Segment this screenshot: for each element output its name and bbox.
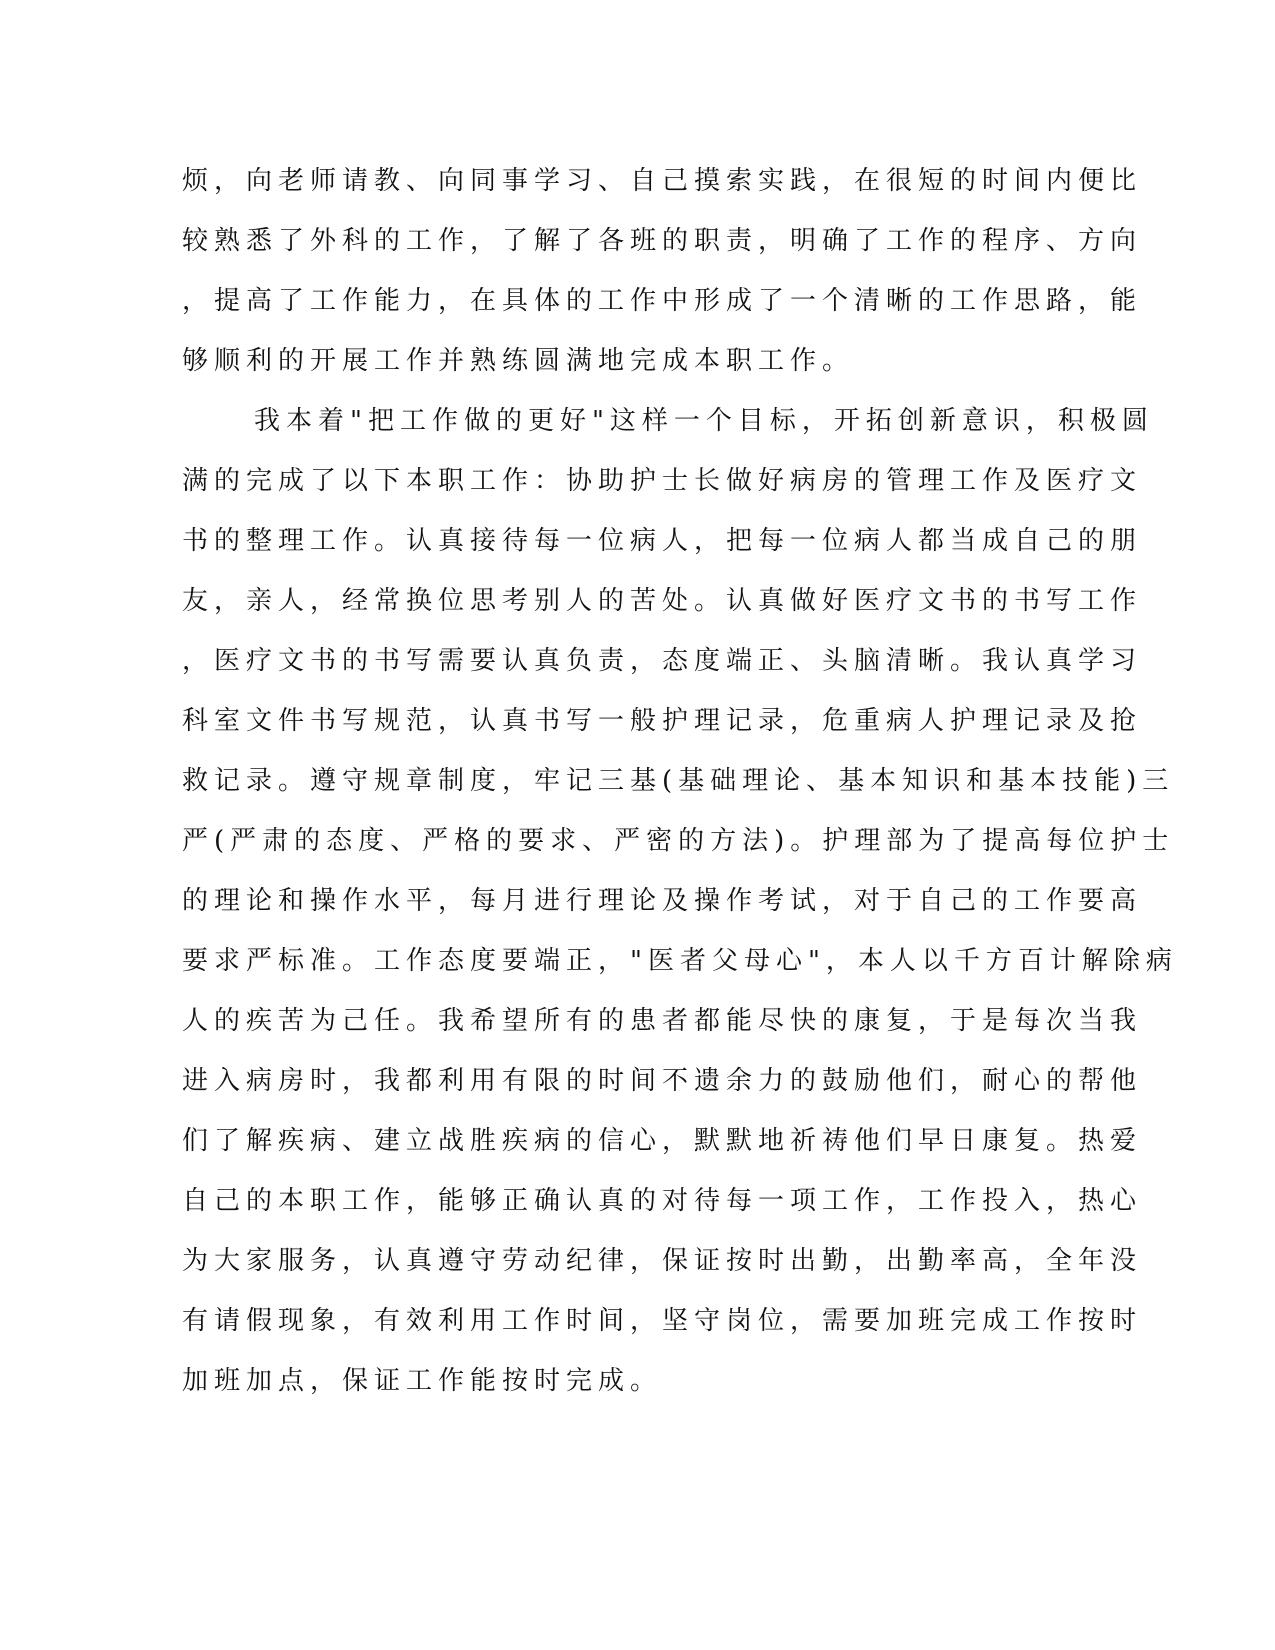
text-line: 有请假现象，有效利用工作时间，坚守岗位，需要加班完成工作按时 — [182, 1306, 1143, 1336]
text-line: 烦，向老师请教、向同事学习、自己摸索实践，在很短的时间内便比 — [182, 166, 1143, 196]
text-line: 严(严肃的态度、严格的要求、严密的方法)。护理部为了提高每位护士 — [182, 826, 1175, 856]
text-line: 科室文件书写规范，认真书写一般护理记录，危重病人护理记录及抢 — [182, 706, 1143, 736]
paragraph-2 — [182, 398, 1178, 1418]
text-line: 要求严标准。工作态度要端正，"医者父母心"，本人以千方百计解除病 — [182, 946, 1178, 976]
text-line: ，医疗文书的书写需要认真负责，态度端正、头脑清晰。我认真学习 — [182, 646, 1143, 676]
text-line: 为大家服务，认真遵守劳动纪律，保证按时出勤，出勤率高，全年没 — [182, 1246, 1143, 1276]
text-line: 自己的本职工作，能够正确认真的对待每一项工作，工作投入，热心 — [182, 1186, 1143, 1216]
text-line: 救记录。遵守规章制度，牢记三基(基础理论、基本知识和基本技能)三 — [182, 766, 1175, 796]
text-line: 们了解疾病、建立战胜疾病的信心，默默地祈祷他们早日康复。热爱 — [182, 1126, 1143, 1156]
text-line: 人的疾苦为己任。我希望所有的患者都能尽快的康复，于是每次当我 — [182, 1006, 1143, 1036]
text-line: 的理论和操作水平，每月进行理论及操作考试，对于自己的工作要高 — [182, 886, 1143, 916]
text-line: 够顺利的开展工作并熟练圆满地完成本职工作。 — [182, 346, 855, 376]
text-line: 我本着"把工作做的更好"这样一个目标，开拓创新意识，积极圆 — [254, 406, 1154, 436]
document-body — [182, 158, 1178, 1418]
text-line: 满的完成了以下本职工作：协助护士长做好病房的管理工作及医疗文 — [182, 466, 1143, 496]
text-line: ，提高了工作能力，在具体的工作中形成了一个清晰的工作思路，能 — [182, 286, 1143, 316]
paragraph-1 — [182, 158, 1143, 398]
text-line: 书的整理工作。认真接待每一位病人，把每一位病人都当成自己的朋 — [182, 526, 1143, 556]
text-line: 加班加点，保证工作能按时完成。 — [182, 1366, 663, 1396]
text-line: 进入病房时，我都利用有限的时间不遗余力的鼓励他们，耐心的帮他 — [182, 1066, 1143, 1096]
text-line: 较熟悉了外科的工作，了解了各班的职责，明确了工作的程序、方向 — [182, 226, 1143, 256]
text-line: 友，亲人，经常换位思考别人的苦处。认真做好医疗文书的书写工作 — [182, 586, 1143, 616]
